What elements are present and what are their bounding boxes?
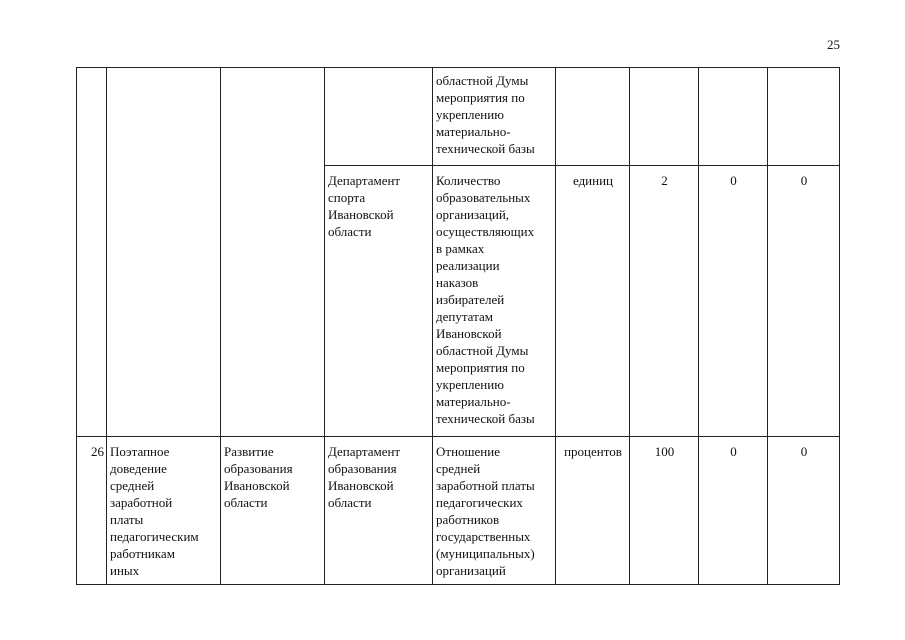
text-line: областной Думы — [436, 73, 529, 88]
text-line: заработной — [110, 495, 173, 510]
indicator-cell — [433, 68, 556, 166]
text-line: области — [328, 495, 372, 510]
text-line: организаций — [436, 563, 506, 578]
department-cell — [325, 166, 433, 437]
text-line: Поэтапное — [110, 444, 170, 459]
text-line: Ивановской — [436, 326, 502, 341]
text-line: Департамент — [328, 444, 401, 459]
text-line: Ивановской — [328, 207, 394, 222]
department-cell — [325, 68, 433, 166]
unit-cell: единиц — [556, 166, 630, 437]
text-line: государственных — [436, 529, 531, 544]
text-line: работников — [436, 512, 500, 527]
text-line: доведение — [110, 461, 167, 476]
text-line: педагогических — [436, 495, 523, 510]
text-line: области — [328, 224, 372, 239]
value-cell: 0 — [768, 437, 840, 585]
text-line: образования — [328, 461, 397, 476]
text-line: укреплению — [436, 377, 504, 392]
document-table — [76, 67, 840, 585]
activity-text — [110, 443, 218, 579]
page-number: 25 — [827, 37, 840, 52]
text-line: реализации — [436, 258, 500, 273]
indicator-cell — [433, 166, 556, 437]
indicator-text — [436, 72, 553, 157]
indicator-cell — [433, 437, 556, 585]
text-line: Ивановской — [224, 478, 290, 493]
text-line: организаций, — [436, 207, 510, 222]
value-cell: 0 — [699, 166, 768, 437]
activity-cell — [107, 437, 221, 585]
text-line: Отношение — [436, 444, 500, 459]
text-line: Департамент — [328, 173, 401, 188]
value-cell: 100 — [630, 437, 699, 585]
indicator-text — [436, 172, 553, 427]
table-row — [77, 437, 840, 585]
table-row — [77, 68, 840, 166]
program-cell — [221, 68, 325, 437]
text-line: иных — [110, 563, 140, 578]
value-cell: 0 — [699, 437, 768, 585]
department-text — [328, 172, 430, 240]
text-line: технической базы — [436, 141, 535, 156]
text-line: Развитие — [224, 444, 274, 459]
program-cell — [221, 437, 325, 585]
text-line: области — [224, 495, 268, 510]
text-line: избирателей — [436, 292, 505, 307]
text-line: осуществляющих — [436, 224, 535, 239]
text-line: образовательных — [436, 190, 531, 205]
text-line: наказов — [436, 275, 479, 290]
value-cell — [630, 68, 699, 166]
unit-cell: процентов — [556, 437, 630, 585]
indicator-text — [436, 443, 553, 579]
text-line: депутатам — [436, 309, 493, 324]
text-line: мероприятия по — [436, 90, 525, 105]
row-number-cell: 26 — [77, 437, 107, 585]
unit-cell — [556, 68, 630, 166]
row-number-cell — [77, 68, 107, 437]
text-line: Ивановской — [328, 478, 394, 493]
text-line: укреплению — [436, 107, 504, 122]
text-line: спорта — [328, 190, 366, 205]
text-line: в рамках — [436, 241, 485, 256]
text-line: средней — [436, 461, 481, 476]
activity-cell — [107, 68, 221, 437]
text-line: материально- — [436, 394, 511, 409]
department-cell — [325, 437, 433, 585]
text-line: работникам — [110, 546, 175, 561]
text-line: Количество — [436, 173, 501, 188]
value-cell: 0 — [768, 166, 840, 437]
program-text — [224, 443, 322, 511]
text-line: платы — [110, 512, 144, 527]
text-line: заработной платы — [436, 478, 535, 493]
text-line: образования — [224, 461, 293, 476]
text-line: (муниципальных) — [436, 546, 535, 561]
value-cell — [699, 68, 768, 166]
value-cell — [768, 68, 840, 166]
text-line: областной Думы — [436, 343, 529, 358]
text-line: мероприятия по — [436, 360, 525, 375]
text-line: технической базы — [436, 411, 535, 426]
department-text — [328, 443, 430, 511]
text-line: педагогическим — [110, 529, 199, 544]
value-cell: 2 — [630, 166, 699, 437]
text-line: средней — [110, 478, 155, 493]
text-line: материально- — [436, 124, 511, 139]
